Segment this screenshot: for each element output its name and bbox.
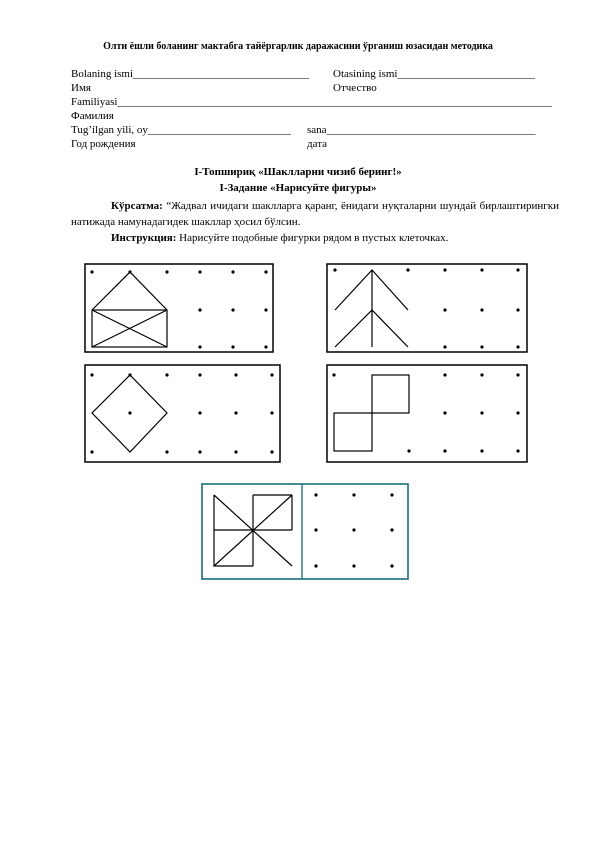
card-frame: [327, 264, 527, 352]
card-frame: [202, 484, 408, 579]
figure-diamond-card: [85, 365, 280, 462]
date-label: sana: [307, 124, 327, 136]
dot-grid: [314, 493, 393, 567]
surname-field[interactable]: _______________________________________________________________________________: [117, 96, 552, 108]
father-label: Otasining ismi: [333, 68, 398, 80]
birth-field[interactable]: __________________________: [147, 124, 291, 136]
surname-label: Familiyasi: [71, 96, 118, 108]
star-burst-figure: [214, 495, 292, 566]
task-heading-ru: I-Задание «Нарисуйте фигуры»: [219, 182, 377, 194]
figure-steps-card: [327, 365, 527, 462]
house-with-cross-figure: [92, 272, 167, 347]
father-ru-label: Отчество: [333, 82, 377, 94]
birth-label: Tug’ilgan yili, oy: [71, 124, 148, 136]
name-label: Bolaning ismi: [71, 68, 134, 80]
father-field[interactable]: _________________________: [397, 68, 535, 80]
page-title: Олти ёшли боланинг мактабга тайёргарлик даражасини ўрганиш юзасидан методика: [103, 41, 493, 52]
date-field[interactable]: ______________________________________: [326, 124, 536, 136]
dot-grid: [333, 268, 519, 348]
instruction-text: Нарисуйте подобные фигурки рядом в пустых клеточках.: [179, 232, 449, 244]
name-field[interactable]: ________________________________: [133, 68, 310, 80]
hint-label: Кўрсатма:: [111, 200, 163, 212]
hint-text: “Жадвал ичидаги шаклларга қаранг, ёнидаги нуқталарни шундай бирлаштирингки натижада намунадагидек шакллар ҳосил бўлсин.: [71, 200, 559, 228]
card-frame: [85, 264, 273, 352]
figure-tree-card: [327, 264, 527, 352]
instruction-label: Инструкция:: [111, 232, 177, 244]
task-heading-uz: I-Топшириқ «Шаклларни чизиб беринг!»: [194, 166, 402, 178]
card-frame: [85, 365, 280, 462]
double-chevron-figure: [335, 270, 408, 347]
figure-star-card: [202, 484, 408, 579]
birth-ru-label: Год рождения: [71, 138, 136, 150]
surname-ru-label: Фамилия: [71, 110, 114, 122]
name-ru-label: Имя: [71, 82, 91, 94]
dot-grid: [90, 373, 273, 453]
date-ru-label: дата: [307, 138, 328, 150]
figure-house-card: [85, 264, 273, 352]
step-squares-figure: [334, 375, 409, 451]
